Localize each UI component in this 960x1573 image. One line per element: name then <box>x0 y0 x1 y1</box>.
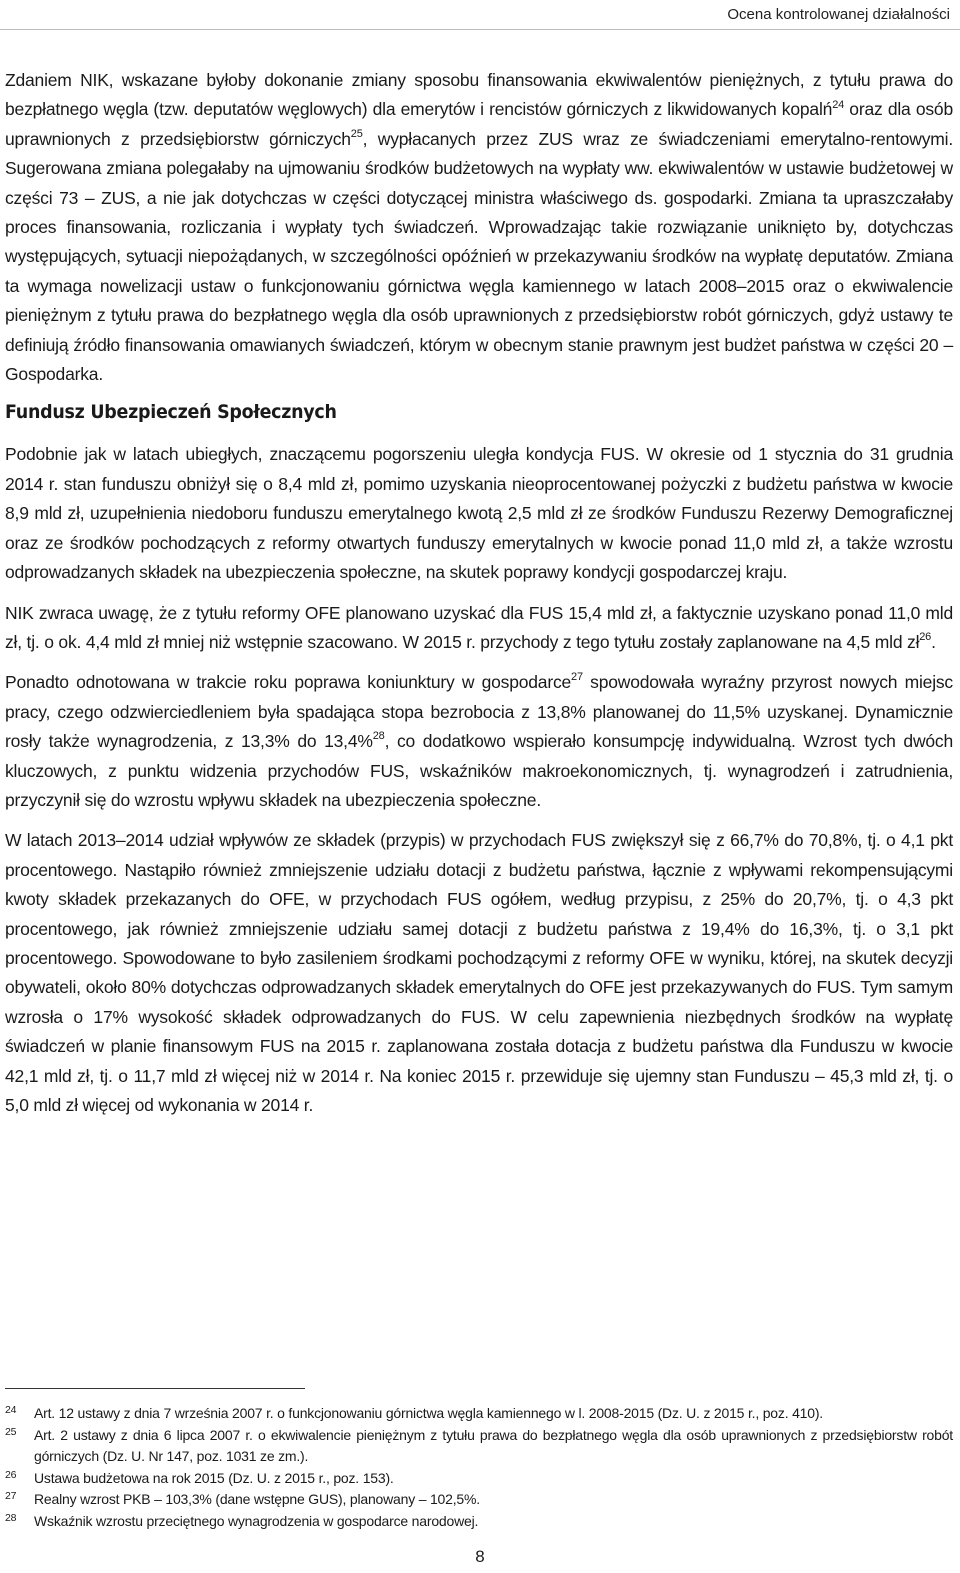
body-text <box>5 66 953 1131</box>
paragraph-text: . <box>931 631 936 652</box>
footnote-number: 28 <box>5 1511 17 1524</box>
paragraph-text: Podobnie jak w latach ubiegłych, znaczącemu pogorszeniu uległa kondycja FUS. W okresie od 1 stycznia do 31 grudnia 2014 r. stan funduszu obniżył się o 8,4 mld zł, pomimo uzyskania nieoprocentowanej pożyczki z budżetu państwa w kwocie 8,9 mld zł, uzupełnienia niedoboru funduszu emerytalnego kwotą 2,5 mld zł ze środków Funduszu Rezerwy Demograficznej oraz ze środków pochodzących z reformy otwartych funduszy emerytalnych w kwocie ponad 11,0 mld zł, a także wzrostu odprowadzanych składek na ubezpieczenia społeczne, na skutek poprawy kondycji gospodarczej kraju. <box>5 444 953 583</box>
footnote-item <box>5 1468 953 1490</box>
footnote-text: Art. 2 ustawy z dnia 6 lipca 2007 r. o ekwiwalencie pieniężnym z tytułu prawa do bezpłatnego węgla dla osób uprawnionych z przedsiębiorstw robót górniczych (Dz. U. Nr 147, poz. 1031 ze zm.). <box>34 1426 953 1464</box>
footnote-ref[interactable]: 26 <box>919 631 932 644</box>
footnote-number: 25 <box>5 1425 17 1438</box>
footnote-item <box>5 1403 953 1425</box>
page-number: 8 <box>475 1547 485 1566</box>
paragraph-fus-condition <box>5 440 953 587</box>
footnote-text: Art. 12 ustawy z dnia 7 września 2007 r. o funkcjonowaniu górnictwa węgla kamiennego w l. 2008-2015 (Dz. U. z 2015 r., poz. 410). <box>34 1405 823 1421</box>
paragraph-ofe-reform <box>5 599 953 658</box>
paragraph-text: W latach 2013–2014 udział wpływów ze składek (przypis) w przychodach FUS zwiększył się z 66,7% do 70,8%, tj. o 4,1 pkt procentowego. Nastąpiło również zmniejszenie udziału dotacji z budżetu państwa, łącznie z wpływami rekompensującymi kwoty składek przekazanych do OFE, w przychodach FUS ogółem, według przypisu, z 25% do 20,7%, tj. o 4,3 pkt procentowego, jak również zmniejszenie udziału samej dotacji z budżetu państwa z 19,4% do 16,3%, tj. o 3,1 pkt procentowego. Spowodowane to było zasileniem środkami pochodzącymi z reformy OFE w wyniku, której, na skutek decyzji obywateli, około 80% dotychczas odprowadzanych składek emerytalnych do OFE jest przekazywanych do FUS. Tym samym wzrosła o 17% wysokość składek odprowadzanych do FUS. W celu zapewnienia niezbędnych środków na wypłatę świadczeń w planie finansowym FUS na 2015 r. zaplanowana została dotacja z budżetu państwa dla Funduszu w kwocie 42,1 mld zł, tj. o 11,7 mld zł więcej niż w 2014 r. Na koniec 2015 r. przewiduje się ujemny stan Funduszu – 45,3 mld zł, tj. o 5,0 mld zł więcej od wykonania w 2014 r. <box>5 830 953 1115</box>
footnote-separator <box>5 1388 305 1389</box>
footnote-ref[interactable]: 28 <box>372 730 385 743</box>
footnote-text: Ustawa budżetowa na rok 2015 (Dz. U. z 2015 r., poz. 153). <box>34 1469 394 1486</box>
running-header-title: Ocena kontrolowanej działalności <box>727 6 950 23</box>
paragraph-text: Ponadto odnotowana w trakcie roku poprawa koniunktury w gospodarce <box>5 672 572 693</box>
paragraph-deputaty <box>5 66 953 389</box>
footnote-item <box>5 1425 953 1468</box>
footnote-number: 27 <box>5 1490 17 1502</box>
footnote-text: Realny wzrost PKB – 103,3% (dane wstępne GUS), planowany – 102,5%. <box>34 1491 480 1507</box>
footnote-number: 26 <box>5 1468 17 1481</box>
footnote-item <box>5 1489 953 1511</box>
section-heading: Fundusz Ubezpieczeń Społecznych <box>5 401 337 424</box>
paragraph-text: NIK zwraca uwagę, że z tytułu reformy OFE planowano uzyskać dla FUS 15,4 mld zł, a faktycznie uzyskano ponad 11,0 mld zł, tj. o ok. 4,4 mld zł mniej niż wstępnie szacowano. W 2015 r. przychody z tego tytułu zostały zaplanowane na 4,5 mld zł <box>5 602 953 652</box>
footnote-ref[interactable]: 24 <box>832 98 845 111</box>
paragraph-text: , wypłacanych przez ZUS wraz ze świadczeniami emerytalno-rentowymi. Sugerowana zmiana polegałaby na ujmowaniu środków budżetowych na wypłaty ww. ekwiwalentów w ustawie budżetowej w części 73 – ZUS, a nie jak dotychczas w części dotyczącej ministra właściwego ds. gospodarki. Zmiana ta upraszczałaby proces finansowania, rozliczania i wypłaty tych świadczeń. Wprowadzając takie rozwiązanie uniknięto by, dotychczas występujących, sytuacji niepożądanych, w szczególności opóźnień w przekazywaniu środków na wypłatę deputatów. Zmiana ta wymaga nowelizacji ustaw o funkcjonowaniu górnictwa węgla kamiennego w latach 2008–2015 oraz o ekwiwalencie pieniężnym z tytułu prawa do bezpłatnego węgla dla osób uprawnionych z przedsiębiorstw robót górniczych, gdyż ustawy te definiują źródło finansowania omawianych świadczeń, którym w obecnym stanie prawnym jest budżet państwa w części 20 – Gospodarka. <box>5 128 954 385</box>
paragraph-economy <box>5 668 953 815</box>
paragraph-text: Zdaniem NIK, wskazane byłoby dokonanie zmiany sposobu finansowania ekwiwalentów pieniężnych, z tytułu prawa do bezpłatnego węgla (tzw. deputatów węglowych) dla emerytów i rencistów górniczych z likwidowanych kopalń <box>5 70 953 120</box>
paragraph-text: , co dodatkowo wspierało konsumpcję indywidualną. Wzrost tych dwóch kluczowych, z punktu widzenia przychodów FUS, wskaźników makroekonomicznych, tj. wynagrodzeń i zatrudnienia, przyczynił się do wzrostu wpływu składek na ubezpieczenia społeczne. <box>5 731 953 810</box>
running-header <box>0 0 960 30</box>
footnote-ref[interactable]: 27 <box>571 671 583 684</box>
paragraph-contributions <box>5 826 953 1120</box>
footnote-text: Wskaźnik wzrostu przeciętnego wynagrodzenia w gospodarce narodowej. <box>34 1512 479 1529</box>
footnotes <box>5 1403 953 1532</box>
paragraph-text: oraz dla osób uprawnionych z przedsiębiorstw górniczych <box>5 99 954 149</box>
footnote-number: 24 <box>5 1404 17 1416</box>
paragraph-text: spowodowała wyraźny przyrost nowych miejsc pracy, czego odzwierciedleniem była spadająca stopa bezrobocia z 13,8% planowanej do 11,5% uzyskanej. Dynamicznie rosły także wynagrodzenia, z 13,3% do 13,4% <box>5 672 953 752</box>
footnote-item <box>5 1511 953 1533</box>
footnote-ref[interactable]: 25 <box>350 127 363 140</box>
